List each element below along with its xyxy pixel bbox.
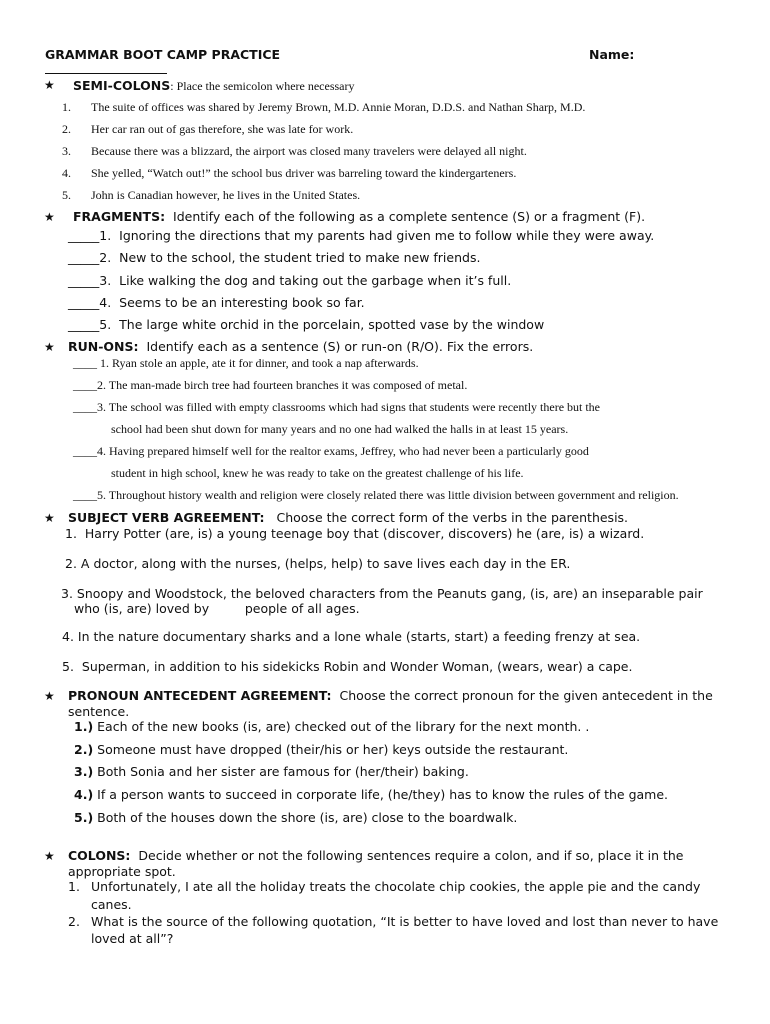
runon-item-2	[73, 378, 467, 393]
semicolon-num-5: 5.	[62, 188, 71, 202]
sva-heading: SUBJECT VERB AGREEMENT:	[68, 510, 265, 525]
runon-text: The man-made birch tree had fourteen branches it was composed of metal.	[108, 378, 468, 392]
semicolon-item-1: The suite of offices was shared by Jeremy Brown, M.D. Annie Moran, D.D.S. and Nathan Sharp, M.D.	[91, 100, 586, 114]
pronoun-num: 4.)	[74, 787, 94, 802]
pronoun-item-4	[74, 787, 668, 802]
pronoun-num: 2.)	[74, 742, 94, 757]
star-icon: ★	[44, 689, 55, 703]
fragment-num: 1.	[99, 228, 112, 243]
sva-num: 4.	[62, 629, 74, 644]
runon-text: The school was filled with empty classrooms which had signs that students were recently there but the	[108, 400, 601, 414]
answer-blank[interactable]: ____	[73, 356, 97, 370]
fragments-instruction: Identify each of the following as a complete sentence (S) or a fragment (F).	[173, 209, 646, 224]
fragment-item-5	[68, 317, 544, 332]
pronoun-heading: PRONOUN ANTECEDENT AGREEMENT:	[68, 688, 332, 703]
runon-item-5	[73, 488, 679, 503]
answer-blank[interactable]: _____	[68, 250, 100, 265]
semicolon-item-4: She yelled, “Watch out!” the school bus driver was barreling toward the kindergarteners.	[91, 166, 517, 180]
star-icon: ★	[44, 340, 55, 354]
worksheet-title: GRAMMAR BOOT CAMP PRACTICE	[45, 47, 281, 62]
semicolon-num-3: 3.	[62, 144, 71, 158]
sva-text: Snoopy and Woodstock, the beloved characters from the Peanuts gang, (is, are) an inseparable pair	[76, 586, 703, 601]
semicolons-heading: SEMI-COLONS	[73, 78, 171, 93]
star-icon: ★	[44, 210, 55, 224]
pronoun-text: Each of the new books (is, are) checked out of the library for the next month. .	[97, 719, 590, 734]
sva-num: 2.	[65, 556, 77, 571]
answer-blank[interactable]: ____	[73, 378, 97, 392]
pronoun-text: If a person wants to succeed in corporate life, (he/they) has to know the rules of the game.	[97, 787, 669, 802]
sva-num: 5.	[62, 659, 74, 674]
sva-num: 1.	[65, 526, 77, 541]
fragment-num: 5.	[99, 317, 112, 332]
runons-heading-line	[68, 339, 533, 354]
pronoun-text: Both Sonia and her sister are famous for (her/their) baking.	[97, 764, 469, 779]
runon-num: 1.	[100, 356, 109, 370]
fragment-text: New to the school, the student tried to make new friends.	[119, 250, 481, 265]
answer-blank[interactable]: _____	[68, 228, 100, 243]
sva-item-2	[65, 556, 570, 571]
pronoun-heading-line	[68, 688, 713, 703]
colons-instruction: Decide whether or not the following sentences require a colon, and if so, place it in the	[138, 848, 684, 863]
sva-item-3-cont: who (is, are) loved by people of all ages.	[74, 601, 360, 616]
sva-item-1	[65, 526, 644, 541]
fragment-text: Like walking the dog and taking out the garbage when it’s full.	[119, 273, 512, 288]
header-rule	[45, 73, 167, 74]
colons-heading: COLONS:	[68, 848, 131, 863]
answer-blank[interactable]: ____	[73, 400, 97, 414]
runon-num: 3.	[97, 400, 106, 414]
sva-heading-line	[68, 510, 628, 525]
answer-blank[interactable]: ____	[73, 488, 97, 502]
answer-blank[interactable]: _____	[68, 295, 100, 310]
colon-item-1: Unfortunately, I ate all the holiday treats the chocolate chip cookies, the apple pie and the candy	[91, 879, 701, 894]
fragments-heading-line	[73, 209, 645, 224]
runons-heading: RUN-ONS:	[68, 339, 139, 354]
semicolon-item-2: Her car ran out of gas therefore, she was late for work.	[91, 122, 354, 136]
fragment-num: 4.	[99, 295, 112, 310]
pronoun-text: Someone must have dropped (their/his or her) keys outside the restaurant.	[97, 742, 569, 757]
runon-item-4-cont: student in high school, knew he was ready to take on the greatest challenge of his life.	[111, 466, 524, 480]
sva-item-5	[62, 659, 632, 674]
sva-text: In the nature documentary sharks and a lone whale (starts, start) a feeding frenzy at sea.	[77, 629, 641, 644]
fragment-num: 2.	[99, 250, 112, 265]
sva-item-4	[62, 629, 640, 644]
pronoun-num: 3.)	[74, 764, 94, 779]
fragment-item-1	[68, 228, 654, 243]
pronoun-item-1	[74, 719, 589, 734]
fragment-text: Seems to be an interesting book so far.	[119, 295, 365, 310]
fragment-text: Ignoring the directions that my parents had given me to follow while they were away.	[119, 228, 655, 243]
colon-num-2: 2.	[68, 914, 80, 929]
sva-text: Superman, in addition to his sidekicks Robin and Wonder Woman, (wears, wear) a cape.	[81, 659, 633, 674]
runon-text: Ryan stole an apple, ate it for dinner, and took a nap afterwards.	[112, 356, 419, 370]
pronoun-item-3	[74, 764, 469, 779]
semicolon-num-2: 2.	[62, 122, 71, 136]
runon-item-3-cont: school had been shut down for many years and no one had walked the halls in at least 15 years.	[111, 422, 569, 436]
colon-num-1: 1.	[68, 879, 80, 894]
semicolons-instruction: : Place the semicolon where necessary	[170, 79, 355, 93]
runons-instruction: Identify each as a sentence (S) or run-on (R/O). Fix the errors.	[146, 339, 534, 354]
semicolon-num-4: 4.	[62, 166, 71, 180]
fragments-heading: FRAGMENTS:	[73, 209, 166, 224]
runon-item-4	[73, 444, 589, 459]
sva-item-3	[61, 586, 703, 601]
semicolons-heading-line	[73, 77, 355, 95]
pronoun-text: Both of the houses down the shore (is, are) close to the boardwalk.	[97, 810, 518, 825]
sva-text: A doctor, along with the nurses, (helps, help) to save lives each day in the ER.	[80, 556, 571, 571]
pronoun-item-5	[74, 810, 517, 825]
sva-num: 3.	[61, 586, 73, 601]
semicolon-item-3: Because there was a blizzard, the airport was closed many travelers were delayed all night.	[91, 144, 527, 158]
fragment-num: 3.	[99, 273, 112, 288]
star-icon: ★	[44, 511, 55, 525]
fragment-item-3	[68, 273, 511, 288]
fragment-item-2	[68, 250, 480, 265]
pronoun-instruction-cont: sentence.	[68, 704, 130, 719]
fragment-text: The large white orchid in the porcelain, spotted vase by the window	[119, 317, 545, 332]
runon-num: 2.	[97, 378, 106, 392]
answer-blank[interactable]: _____	[68, 273, 100, 288]
runon-num: 5.	[97, 488, 106, 502]
colon-item-2: What is the source of the following quotation, “It is better to have loved and lost than never to have	[91, 914, 719, 929]
name-label: Name:	[589, 47, 635, 62]
colons-heading-line	[68, 848, 683, 863]
star-icon: ★	[44, 849, 55, 863]
semicolon-item-5: John is Canadian however, he lives in the United States.	[91, 188, 361, 202]
runon-text: Having prepared himself well for the realtor exams, Jeffrey, who had never been a particularly good	[109, 444, 589, 458]
answer-blank[interactable]: ____	[73, 444, 97, 458]
sva-text: Harry Potter (are, is) a young teenage boy that (discover, discovers) he (are, is) a wizard.	[84, 526, 645, 541]
fragment-item-4	[68, 295, 365, 310]
semicolon-num-1: 1.	[62, 100, 71, 114]
runon-item-3	[73, 400, 600, 415]
pronoun-num: 1.)	[74, 719, 94, 734]
pronoun-item-2	[74, 742, 568, 757]
star-icon: ★	[44, 78, 55, 92]
runon-num: 4.	[97, 444, 106, 458]
runon-text: Throughout history wealth and religion were closely related there was little division between government and religion.	[108, 488, 679, 502]
sva-instruction: Choose the correct form of the verbs in the parenthesis.	[276, 510, 629, 525]
colon-item-1-cont: canes.	[91, 897, 132, 912]
colons-instruction-cont: appropriate spot.	[68, 864, 176, 879]
pronoun-instruction: Choose the correct pronoun for the given antecedent in the	[339, 688, 713, 703]
colon-item-2-cont: loved at all”?	[91, 931, 174, 946]
pronoun-num: 5.)	[74, 810, 94, 825]
runon-item-1	[73, 356, 419, 371]
answer-blank[interactable]: _____	[68, 317, 100, 332]
